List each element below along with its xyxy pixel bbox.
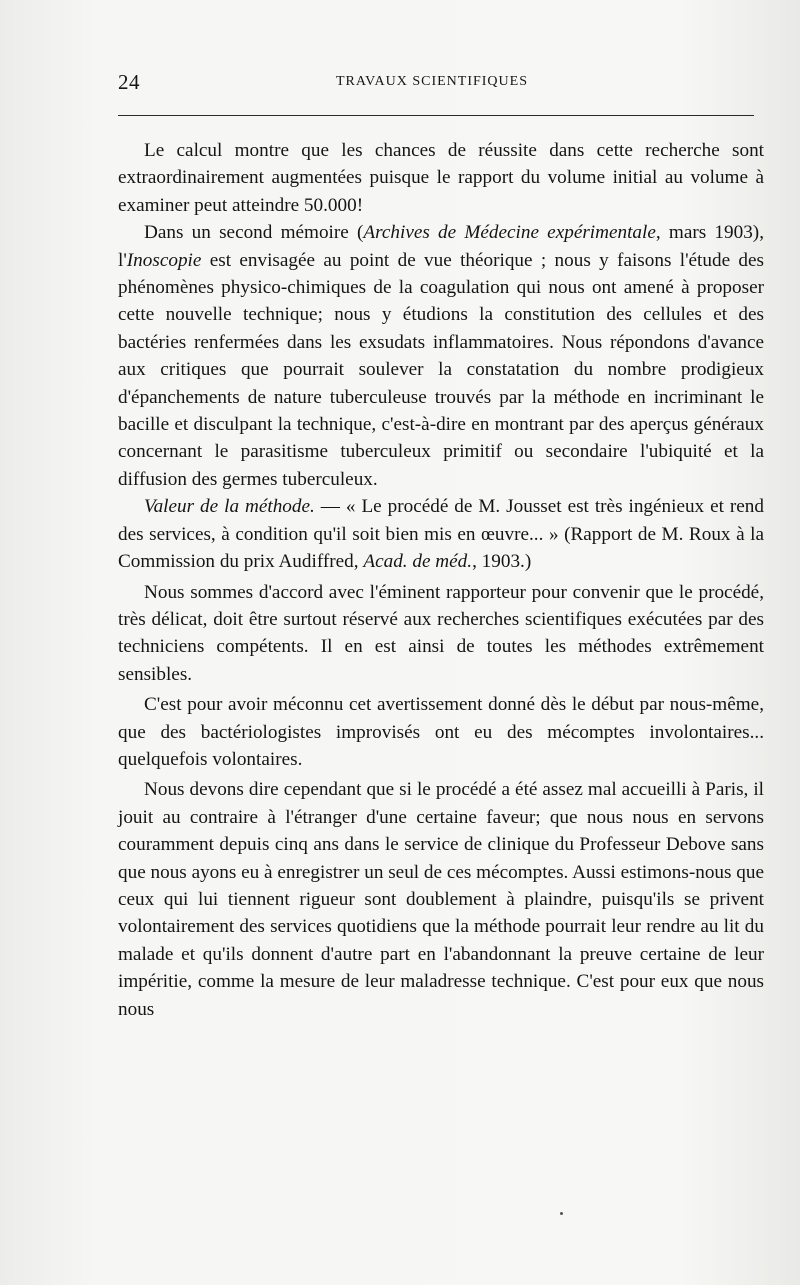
paragraph-6: Nous devons dire cependant que si le procédé a été assez mal accueilli à Paris, il jouit au contraire à l'étranger d'une certaine faveur; que nous nous en servons couramment depuis cinq ans dans le service de clinique du Professeur Debove sans que nous ayons eu à enregistrer un seul de ces mécomptes. Aussi estimons-nous que ceux qui lui tiennent rigueur sont doublement à plaindre, puisqu'ils se privent volontairement des services quotidiens que la méthode pourrait leur rendre au lit du malade et qu'ils donnent d'autre part en l'abandonnant la preuve certaine de leur impéritie, comme la mesure de leur maladresse technique. C'est pour eux que nous nous [118, 779, 764, 1020]
paragraph-2-text-c: est envisagée au point de vue théorique ; nous y faisons l'étude des phénomènes physico-chimiques de la coagulation qui nous ont amené à proposer cette nouvelle technique; nous y étudions la constitution des cellules et des bactéries renfermées dans les exsudats inflammatoires. Nous répondons d'avance aux critiques que pourrait soulever la constatation du nombre prodigieux d'épanchements de nature tuberculeuse trouvés par la méthode en incriminant le bacille et disculpant la technique, c'est-à-dire en montrant par des aperçus généraux concernant le parasitisme tuberculeux primitif ou secondaire l'ubiquité et la diffusion des germes tuberculeux. [118, 249, 764, 490]
page-header [112, 70, 752, 98]
print-speck [560, 1212, 563, 1215]
paragraph-2-term: Inoscopie [126, 249, 202, 271]
paragraph-2-reference: Archives de Médecine expérimentale [363, 222, 656, 244]
paragraph-2 [118, 219, 764, 493]
paragraph-3-reference: Acad. de méd. [363, 551, 473, 573]
body-text [118, 137, 764, 1023]
header-rule [118, 115, 754, 116]
page-number: 24 [118, 70, 140, 94]
paragraph-1: Le calcul montre que les chances de réussite dans cette recherche sont extraordinairement augmentées puisque le rapport du volume initial au volume à examiner peut atteindre 50.000! [118, 140, 764, 216]
paragraph-5: C'est pour avoir méconnu cet avertissement donné dès le début par nous-même, que des bactériologistes improvisés ont eu des mécomptes involontaires... quelquefois volontaires. [118, 694, 764, 770]
paragraph-3 [118, 493, 764, 575]
paragraph-3-text-b: , 1903.) [472, 551, 532, 573]
paragraph-2-text-b: , mars 1903), l' [118, 222, 764, 271]
paragraph-4: Nous sommes d'accord avec l'éminent rapporteur pour convenir que le procédé, très délicat, doit être surtout réservé aux recherches scientifiques exécutées par des techniciens compétents. Il en est ainsi de toutes les méthodes extrêmement sensibles. [118, 581, 764, 685]
running-head: TRAVAUX SCIENTIFIQUES [335, 74, 528, 89]
paragraph-2-text-a: Dans un second mémoire ( [144, 222, 364, 244]
paragraph-3-text-a: — « Le procédé de M. Jousset est très ingénieux et rend des services, à condition qu'il soit bien mis en œuvre... » (Rapport de M. Roux à la Commission du prix Audiffred, [118, 496, 764, 573]
section-heading-valeur: Valeur de la méthode. [144, 496, 315, 518]
